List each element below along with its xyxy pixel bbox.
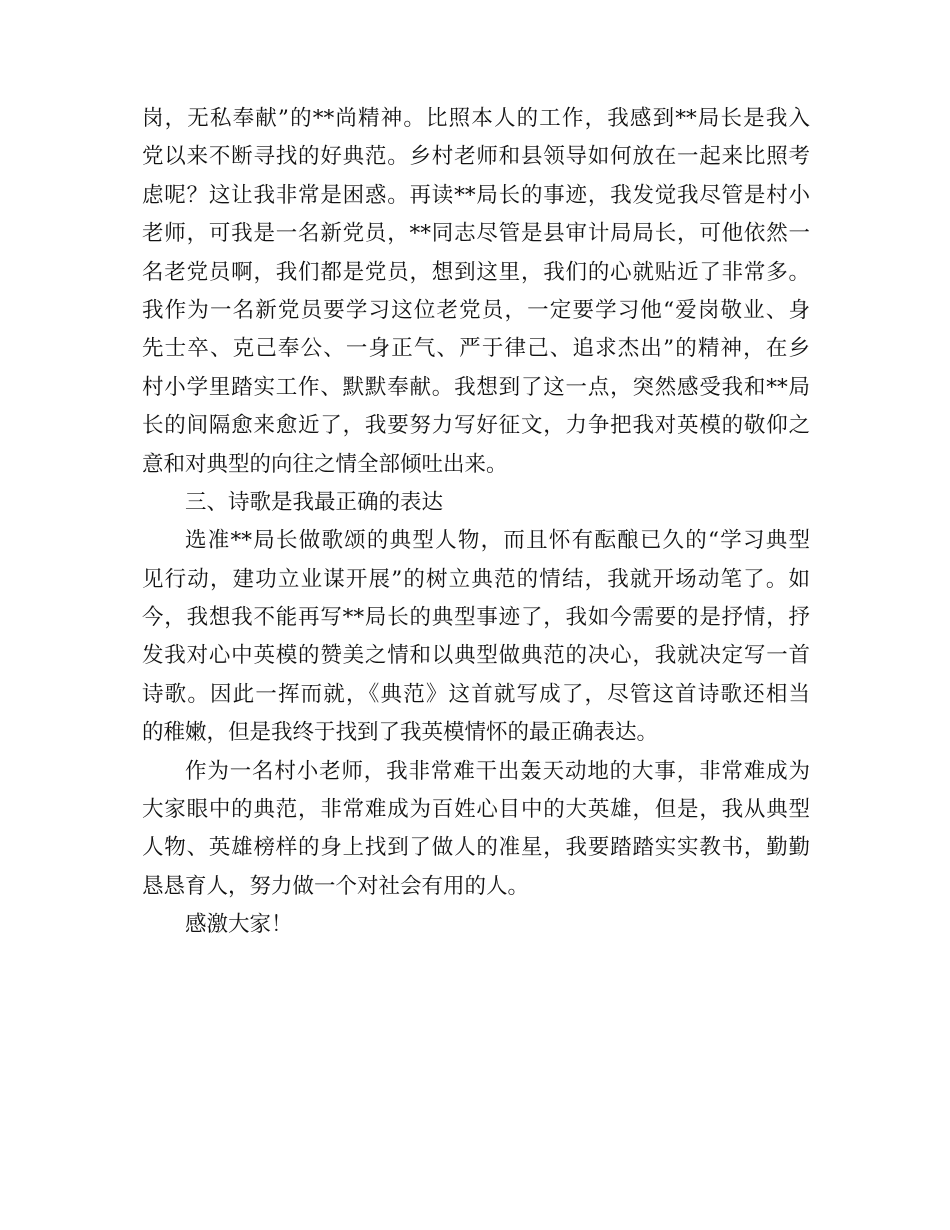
paragraph-line: 意和对典型的向往之情全部倾吐出来。	[142, 451, 508, 477]
paragraph-line: 虑呢？这让我非常是困惑。再读**局长的事迹，我发觉我尽管是村小	[142, 182, 810, 208]
paragraph-line: 见行动，建功立业谋开展”的树立典范的情结，我就开场动笔了。如	[142, 566, 810, 592]
paragraph-line: 长的间隔愈来愈近了，我要努力写好征文，力争把我对英模的敬仰之	[142, 413, 810, 439]
closing-line: 感激大家！	[185, 912, 293, 938]
paragraph-line: 选准**局长做歌颂的典型人物，而且怀有酝酿已久的“学习典型	[185, 528, 810, 554]
paragraph-line: 村小学里踏实工作、默默奉献。我想到了这一点，突然感受我和**局	[142, 374, 810, 400]
paragraph-line: 名老党员啊，我们都是党员，想到这里，我们的心就贴近了非常多。	[142, 259, 810, 285]
paragraph-line: 党以来不断寻找的好典范。乡村老师和县领导如何放在一起来比照考	[142, 144, 810, 170]
paragraph-line: 老师，可我是一名新党员，**同志尽管是县审计局局长，可他依然一	[142, 221, 810, 247]
paragraph-line: 的稚嫩，但是我终于找到了我英模情怀的最正确表达。	[142, 720, 659, 746]
paragraph-line: 岗，无私奉献”的**尚精神。比照本人的工作，我感到**局长是我入	[142, 106, 810, 131]
paragraph-line: 诗歌。因此一挥而就，《典范》这首就写成了，尽管这首诗歌还相当	[142, 681, 810, 707]
paragraph-line: 大家眼中的典范，非常难成为百姓心目中的大英雄，但是，我从典型	[142, 797, 810, 823]
paragraph-line: 恳恳育人，努力做一个对社会有用的人。	[142, 873, 530, 899]
paragraph-line: 我作为一名新党员要学习这位老党员，一定要学习他“爱岗敬业、身	[142, 297, 810, 323]
paragraph-line: 今，我想我不能再写**局长的典型事迹了，我如今需要的是抒情，抒	[142, 605, 810, 631]
paragraph-line: 发我对心中英模的赞美之情和以典型做典范的决心，我就决定写一首	[142, 643, 810, 669]
document-body	[142, 100, 810, 945]
paragraph-line: 先士卒、克己奉公、一身正气、严于律己、追求杰出”的精神，在乡	[142, 336, 810, 362]
paragraph-line: 人物、英雄榜样的身上找到了做人的准星，我要踏踏实实教书，勤勤	[142, 835, 810, 861]
section-heading: 三、诗歌是我最正确的表达	[185, 489, 444, 515]
paragraph-line: 作为一名村小老师，我非常难干出轰天动地的大事，非常难成为	[185, 758, 810, 784]
